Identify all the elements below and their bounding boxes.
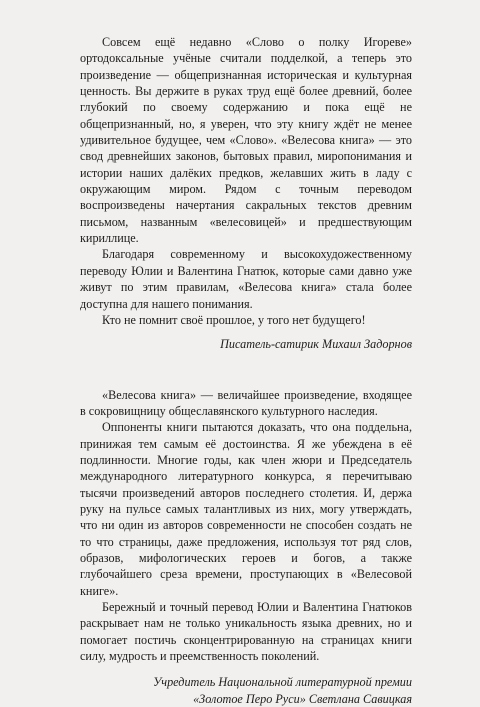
foreword-savitskaya: [80, 387, 412, 707]
paragraph: Бережный и точный перевод Юлии и Валентина Гнатюков раскрывает нам не только уникальность языка древних, но и помогает постичь сконцентрированную на страницах книги силу, мудрость и преемственность поколений.: [80, 600, 412, 664]
section-spacer: [80, 353, 412, 387]
foreword-zadornov: [80, 34, 412, 353]
author-signature-line: Учредитель Национальной литературной премии: [153, 675, 412, 690]
author-signature: Писатель-сатирик Михаил Задорнов: [220, 337, 412, 352]
paragraph: Благодаря современному и высокохудожественному переводу Юлии и Валентина Гнатюк, которые сами давно уже живут по этим правилам, «Велесова книга» стала более доступна для нашего понимания.: [80, 247, 412, 311]
paragraph: «Велесова книга» — величайшее произведение, входящее в сокровищницу общеславянского культурного наследия.: [80, 387, 412, 418]
paragraph: Совсем ещё недавно «Слово о полку Игореве» ортодоксальные учёные считали подделкой, а теперь это произведение — общепризнанная историческая и культурная ценность. Вы держите в руках труд ещё более древний, более глубокий по своему содержанию и пока ещё не общепризнанный, но, я уверен, что эту книгу ждёт не менее удивительное будущее, чем «Слово». «Велесова книга» — это свод древнейших законов, бытовых правил, миропонимания и истории наших далёких предков, желавших жить в ладу с окружающим миром. Рядом с точным переводом воспроизведены начертания сакральных текстов древним письмом, названным «велесовицей» и предшествующим кириллице.: [80, 35, 412, 246]
paragraph: Оппоненты книги пытаются доказать, что она поддельна, принижая тем самым её достоинства. Я же убеждена в её подлинности. Многие годы, как член жюри и Председатель международного литературного конкурса, я перечитываю тысячи произведений авторов последнего столетия. И, держа руку на пульсе самых талантливых из них, могу утверждать, что ни один из авторов современности не способен создать не то что страницы, даже предложения, используя тот ряд слов, образов, мифологических героев и богов, а также глубочайшего среза времени, проступающих в «Велесовой книге».: [80, 420, 412, 598]
author-signature-line: «Золотое Перо Руси» Светлана Савицкая: [193, 691, 412, 706]
paragraph: Кто не помнит своё прошлое, у того нет будущего!: [102, 312, 366, 327]
